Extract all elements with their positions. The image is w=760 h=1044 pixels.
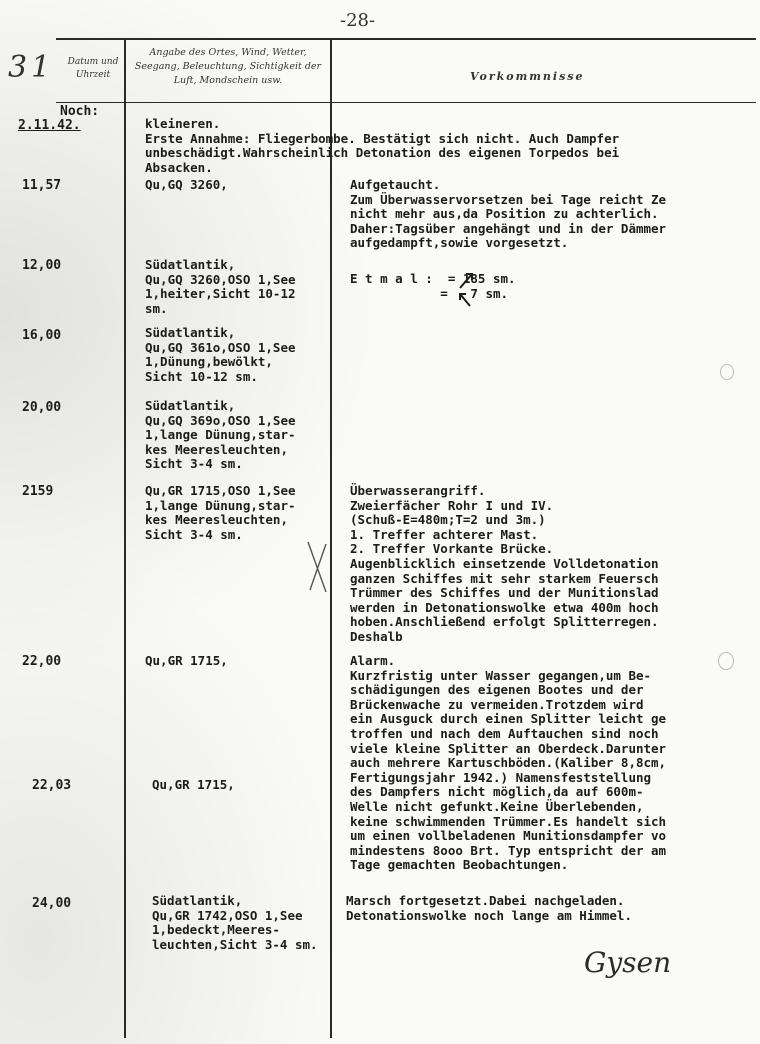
entry-time: 20,00 <box>22 400 62 415</box>
pencil-cross-mark <box>302 538 332 598</box>
entry-location: Südatlantik, Qu,GR 1742,OSO 1,See 1,bedeckt,Meeres- leuchten,Sicht 3-4 sm. <box>152 893 318 952</box>
page-label: 31 <box>8 50 55 85</box>
entry-text: Alarm. Kurzfristig unter Wasser gegangen,um Be- schädigungen des eigenen Bootes und der Brückenwache zu vermeiden.Trotzdem wird ein Ausguck durch einen Splitter leicht ge troffen und nach dem Auftauchen sind noch viele kleine Splitter an Oberdeck.Darunter auch mehrere Kartuschböden.(Kaliber 8,8cm, Fertigungsjahr 1942.) Namensfeststellung des Dampfers nicht möglich,da auf 600m- Welle nicht gefunkt.Keine Überlebenden, keine schwimmenden Trümmer.Es handelt sich um einen vollbeladenen Munitionsdampfer vo mindestens 8ooo Brt. Typ entspricht der am Tage gemachten Beobachtungen. <box>350 653 667 873</box>
entry-time: 2159 <box>22 484 54 499</box>
column-divider-datum <box>124 38 126 1038</box>
pencil-mark <box>718 652 734 670</box>
entry-time: 22,00 <box>22 654 62 669</box>
arrow-marks <box>452 268 480 308</box>
entry-text: kleineren. Erste Annahme: Fliegerbombe. Bestätigt sich nicht. Auch Dampfer unbeschädigt.Wahrscheinlich Detonation des eigenen Torpedos bei Absacken. <box>145 116 620 175</box>
entry-location: Südatlantik, Qu,GQ 369o,OSO 1,See 1,lange Dünung,star- kes Meeresleuchten, Sicht 3-4 sm. <box>145 398 296 472</box>
entry-text: Überwasserangriff. Zweierfächer Rohr I und IV. (Schuß-E=480m;T=2 und 3m.) 1. Treffer achterer Mast. 2. Treffer Vorkante Brücke. Augenblicklich einsetzende Volldetonation ganzen Schiffes mit sehr starkem Feuersch Trümmer des Schiffes und der Munitionslad werden in Detonationswolke etwa 400m hoch hoben.Anschließend erfolgt Splitterregen. Deshalb <box>350 483 659 644</box>
entry-text: Marsch fortgesetzt.Dabei nachgeladen. Detonationswolke noch lange am Himmel. <box>346 893 632 923</box>
entry-time: 22,03 <box>32 778 72 793</box>
entry-text: E t m a l : = 185 sm. = 7 sm. <box>350 271 516 301</box>
top-rule <box>56 38 756 40</box>
header-vorkommnisse: Vorkommnisse <box>470 70 585 83</box>
entry-text: Aufgetaucht. Zum Überwasservorsetzen bei Tage reicht Ze nicht mehr aus,da Position zu achterlich. Daher:Tagsüber angehängt und in der Dämmer aufgedampft,sowie vorgesetzt. <box>350 177 667 251</box>
entry-location: Qu,GQ 3260, <box>145 177 228 192</box>
entry-time: 16,00 <box>22 328 62 343</box>
entry-date: 2.11.42. <box>18 118 81 133</box>
entry-time: Noch: <box>60 104 100 119</box>
entry-location: Qu,GR 1715, <box>152 777 235 792</box>
header-datum: Datum und Uhrzeit <box>67 57 119 80</box>
header-rule <box>56 102 756 103</box>
entry-location: Südatlantik, Qu,GQ 361o,OSO 1,See 1,Dünung,bewölkt, Sicht 10-12 sm. <box>145 325 296 384</box>
page-number: -28- <box>340 10 376 31</box>
entry-location: Südatlantik, Qu,GQ 3260,OSO 1,See 1,heiter,Sicht 10-12 sm. <box>145 257 296 316</box>
entry-time: 11,57 <box>22 178 62 193</box>
entry-location: Qu,GR 1715,OSO 1,See 1,lange Dünung,star- kes Meeresleuchten, Sicht 3-4 sm. <box>145 483 296 542</box>
signature: Gysen <box>584 946 672 979</box>
pencil-mark <box>720 364 734 380</box>
entry-location: Qu,GR 1715, <box>145 653 228 668</box>
entry-time: 12,00 <box>22 258 62 273</box>
entry-time: 24,00 <box>32 896 72 911</box>
header-angabe: Angabe des Ortes, Wind, Wetter, Seegang, Beleuchtung, Sichtigkeit der Luft, Mondschein usw. <box>134 47 322 86</box>
